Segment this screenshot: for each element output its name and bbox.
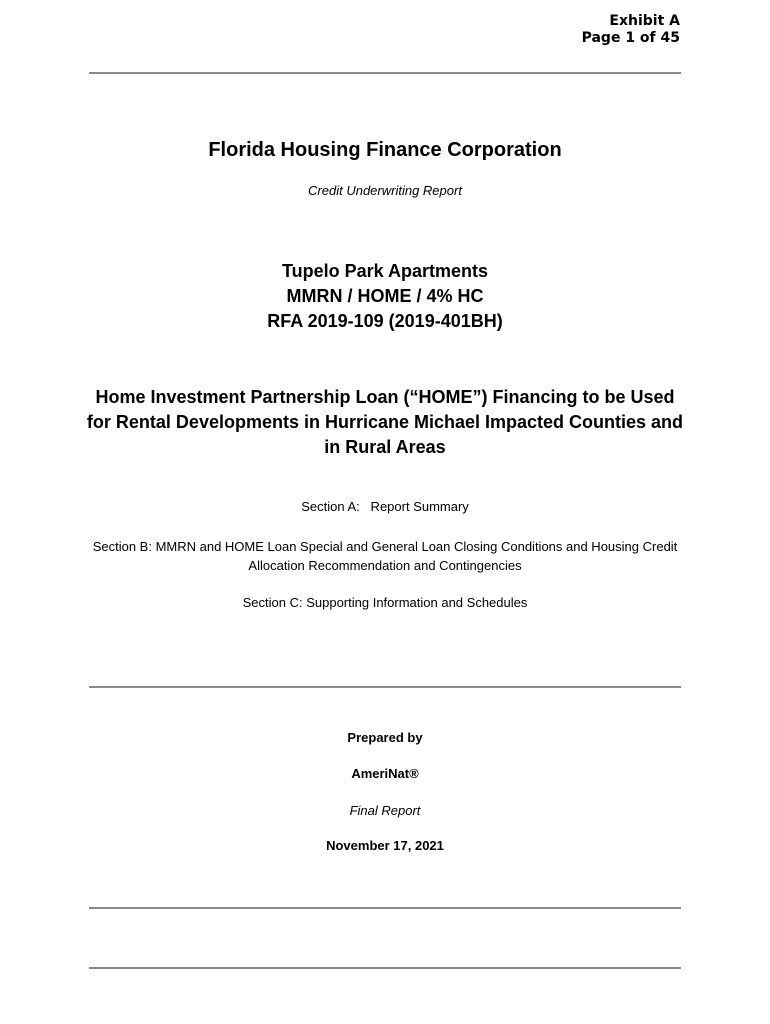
report-type: Credit Underwriting Report [308, 183, 462, 198]
section-c: Section C: Supporting Information and Schedules [242, 595, 528, 610]
divider-bottom [89, 967, 681, 969]
project-financing: MMRN / HOME / 4% HC [286, 286, 484, 306]
project-name: Tupelo Park Apartments [281, 261, 489, 281]
corporation-title: Florida Housing Finance Corporation [208, 139, 562, 161]
project-rfa: RFA 2019-109 (2019-401BH) [267, 311, 503, 331]
preparer-organization: AmeriNat® [351, 766, 419, 781]
section-b: Section B: MMRN and HOME Loan Special and General Loan Closing Conditions and Housing Credit Allocation Recommendation and Contingencies [92, 539, 678, 573]
divider-top [89, 72, 681, 74]
prepared-by-label: Prepared by [347, 730, 423, 745]
divider-middle [89, 686, 681, 688]
program-title: Home Investment Partnership Loan (“HOME”) Financing to be Used for Rental Developments in Hurricane Michael Impacted Counties and in Rural Areas [86, 387, 684, 457]
exhibit-header [582, 13, 680, 47]
report-status: Final Report [349, 803, 421, 818]
page-number: Page 1 of 45 [581, 30, 680, 46]
exhibit-label: Exhibit A [609, 13, 680, 29]
report-date: November 17, 2021 [326, 838, 444, 853]
divider-lower [89, 907, 681, 909]
section-a: Section A: Report Summary [301, 499, 469, 514]
project-block [0, 259, 770, 334]
